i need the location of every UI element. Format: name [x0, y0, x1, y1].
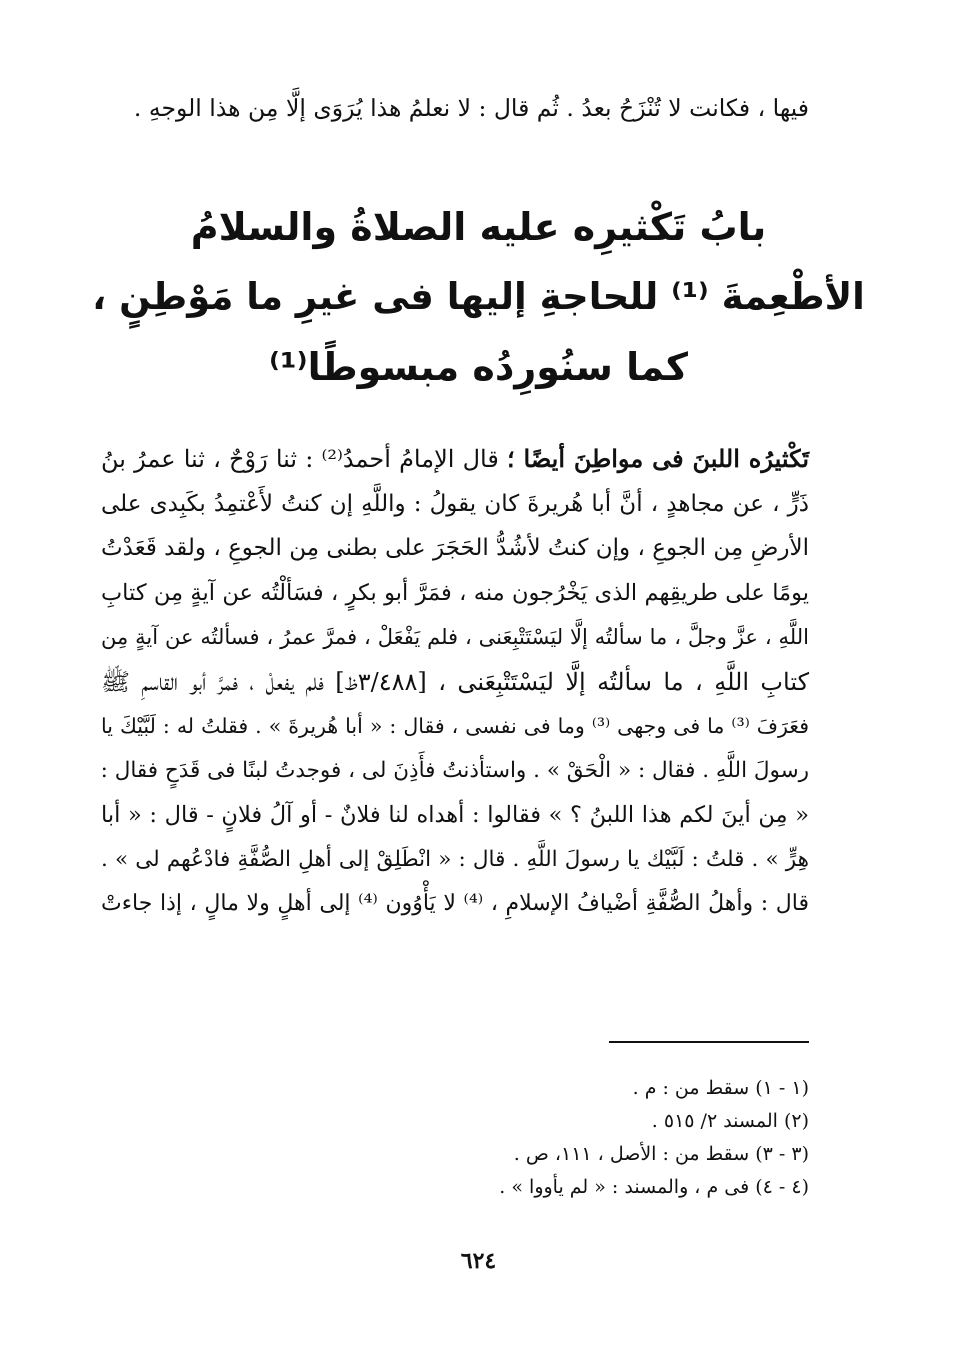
- heading-line: الأطْعِمةَ ⁽¹⁾ للحاجةِ إليها فى غيرِ ما مَوْطِنٍ ،: [92, 275, 865, 318]
- footnotes: [209, 1072, 809, 1204]
- body-line: يومًا على طريقِهم الذى يَخْرُجون منه ، فمَرَّ أبو بكرٍ ، فسَألْتُه عن آيةٍ مِن كتابِ: [101, 579, 809, 606]
- body-line: [101, 437, 809, 482]
- footnote: (٣ - ٣) سقط من : الأصل ، ١١١، ص .: [513, 1143, 809, 1165]
- body-line: اللَّهِ ، عزَّ وجلَّ ، ما سألتُه إلَّا ليَسْتَتْبِعَنى ، فلم يَفْعَلْ ، فمرَّ عمرُ ، فسألتُه عن آيةٍ مِن: [101, 625, 809, 649]
- heading-line: بابُ تَكْثيرِه عليه الصلاةُ والسلامُ: [190, 205, 767, 249]
- footnote: (١ - ١) سقط من : م .: [632, 1077, 809, 1099]
- heading-line: كما سنُورِدُه مبسوطًا⁽¹⁾: [269, 345, 688, 389]
- section-lead: تَكْثيرُه اللبنَ فى مواطِنَ أيضًا ؛: [507, 444, 810, 473]
- footnote: (٤ - ٤) فى م ، والمسند : « لم يأووا » .: [499, 1176, 809, 1198]
- body-line: ذَرٍّ ، عن مجاهدٍ ، أنَّ أبا هُريرةَ كان يقولُ : واللَّهِ إن كنتُ لأَعْتمِدُ بكَبِدى على: [101, 490, 809, 517]
- body-line: هِرٍّ » . قلتُ : لَبَّيْك يا رسولَ اللَّهِ . قال : « انْطَلِقْ إلى أهلِ الصُّفَّةِ فادْعُهم لى » .: [101, 846, 809, 872]
- page-number: ٦٢٤: [460, 1248, 497, 1274]
- body-line: قال : وأهلُ الصُّفَّةِ أضْيافُ الإسلامِ ، ⁽⁴⁾ لا يَأْوُون ⁽⁴⁾ إلى أهلٍ ولا مالٍ ، إذا جاءتْ: [101, 891, 809, 916]
- footnote-divider: [609, 1041, 809, 1043]
- body-line: « مِن أينَ لكم هذا اللبنُ ؟ » فقالوا : أهداه لنا فلانٌ - أو آلُ فلانٍ - قال : « أبا: [101, 802, 809, 828]
- chapter-heading: [90, 192, 867, 402]
- footnote: (٢) المسند ٢/ ٥١٥ .: [651, 1110, 809, 1132]
- body-text: [101, 437, 809, 927]
- body-line: الأرضِ مِن الجوعِ ، وإن كنتُ لأشُدُّ الحَجَرَ على بطنى مِن الجوعِ ، ولقد قَعَدْتُ: [101, 535, 809, 561]
- body-line: رسولَ اللَّهِ . فقال : « الْحَقْ » . واستأذنتُ فأَذِنَ لى ، فوجدتُ لبنًا فى قَدَحٍ فقال :: [100, 757, 809, 783]
- continuation-line: فيها ، فكانت لا تُنْزَحُ بعدُ . ثُم قال : لا نعلمُ هذا يُرَوَى إلَّا مِن هذا الوجهِ .: [133, 94, 809, 122]
- body-line-text: قال الإمامُ أحمدُ⁽²⁾ : ثنا رَوْحٌ ، ثنا عمرُ بنُ: [101, 445, 499, 473]
- body-line: كتابِ اللَّهِ ، ما سألتُه إلَّا ليَسْتَتْبِعَنى ، [٣/٤٨٨ظ] فلم يفعلْ ، فمرَّ أبو القاسمِ ﷺ: [101, 667, 810, 696]
- body-line: فعَرَفَ ⁽³⁾ ما فى وجهى ⁽³⁾ وما فى نفسى ، فقال : « أبا هُريرةَ » . فقلتُ له : لَبَّيْكَ يا: [101, 714, 809, 738]
